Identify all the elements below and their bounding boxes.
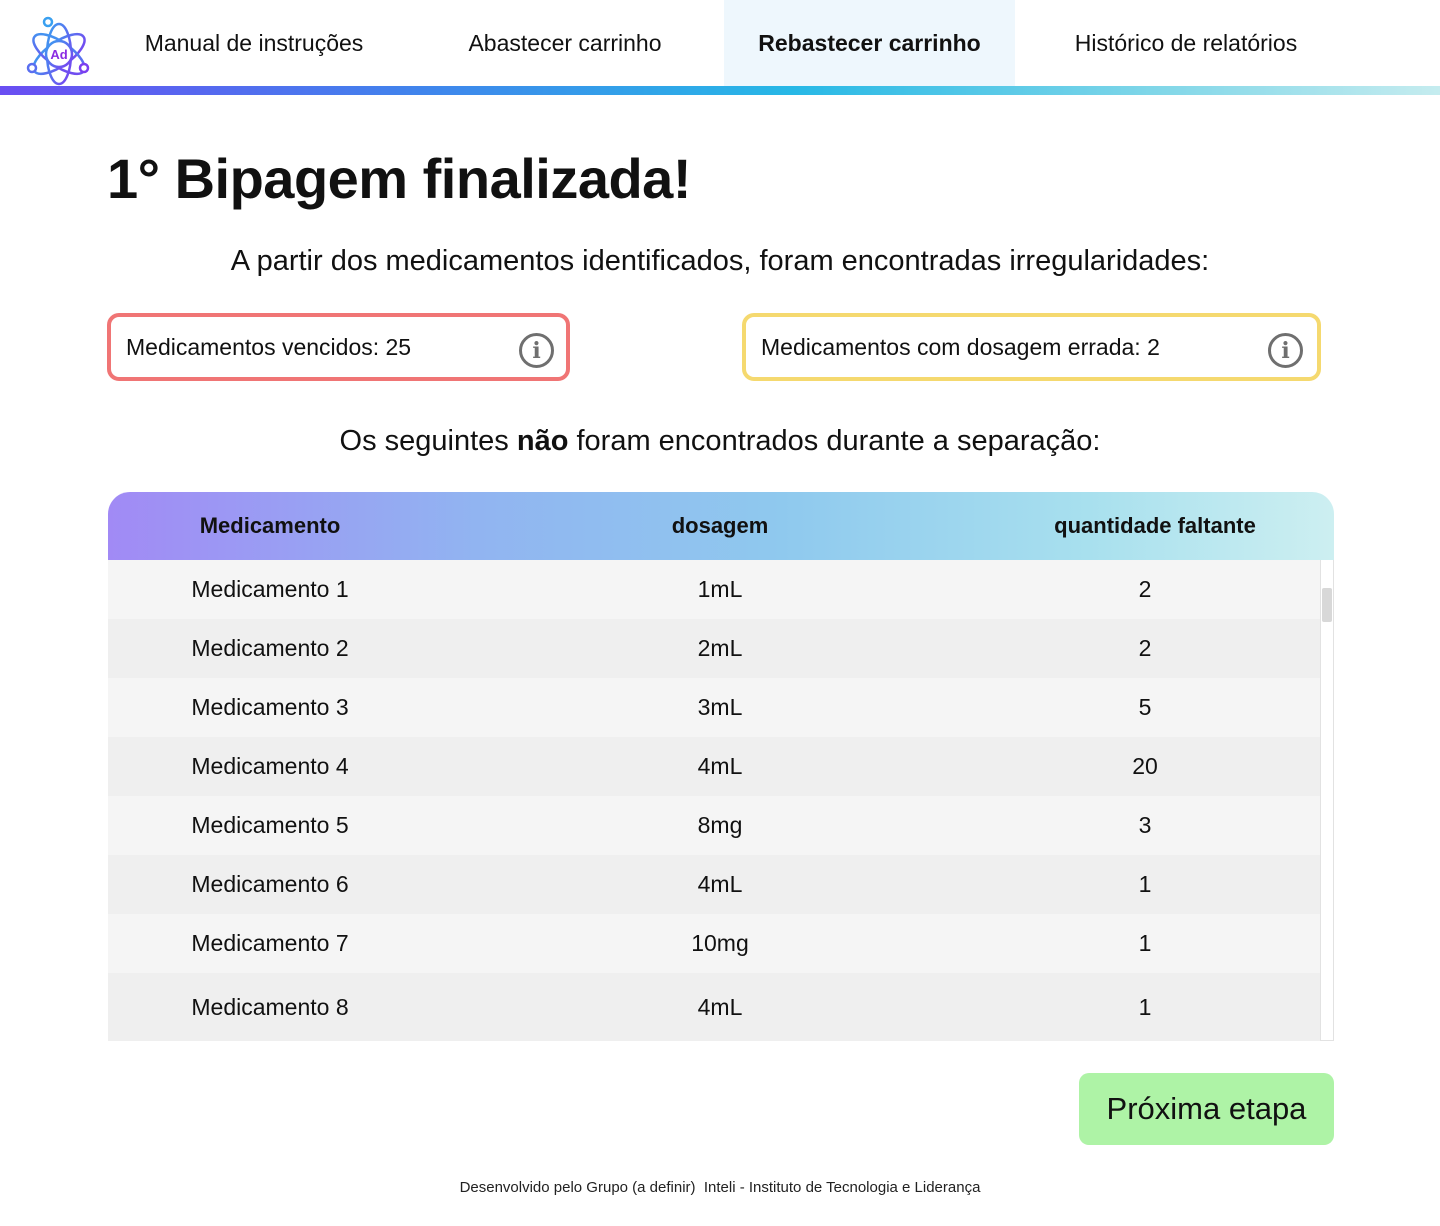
- cell-dosagem: 4mL: [697, 993, 743, 1020]
- info-icon[interactable]: i: [519, 333, 554, 368]
- cell-quantidade: 5: [1138, 694, 1152, 720]
- next-step-button[interactable]: Próxima etapa: [1079, 1073, 1334, 1145]
- missing-heading-bold: não: [516, 425, 569, 457]
- cell-medicamento: Medicamento 2: [191, 635, 349, 661]
- cell-dosagem: 10mg: [691, 930, 749, 956]
- table-row[interactable]: [108, 560, 1320, 619]
- table-row[interactable]: [108, 678, 1320, 737]
- table-row[interactable]: [108, 737, 1320, 796]
- tab-manual-de-instrucoes[interactable]: Manual de instruções: [144, 29, 364, 56]
- column-header-medicamento: Medicamento: [199, 513, 341, 538]
- app-logo-icon[interactable]: [26, 16, 92, 88]
- table-row[interactable]: [108, 855, 1320, 914]
- cell-quantidade: 3: [1138, 812, 1152, 838]
- missing-medications-table: [108, 492, 1334, 1041]
- expired-medications-label: Medicamentos vencidos: 25: [126, 333, 412, 360]
- cell-quantidade: 1: [1138, 993, 1152, 1020]
- missing-medications-heading: [0, 425, 1440, 458]
- column-header-quantidade-faltante: quantidade faltante: [1054, 513, 1256, 538]
- table-row[interactable]: [108, 914, 1320, 973]
- info-icon[interactable]: i: [1268, 333, 1303, 368]
- table-body[interactable]: [108, 560, 1320, 1041]
- table-scrollbar[interactable]: [1320, 560, 1334, 1041]
- cell-quantidade: 2: [1138, 635, 1152, 661]
- cell-quantidade: 20: [1132, 753, 1158, 779]
- tab-historico-de-relatorios[interactable]: Histórico de relatórios: [1074, 29, 1298, 56]
- tab-rebastecer-carrinho[interactable]: Rebastecer carrinho: [724, 0, 1015, 86]
- wrong-dosage-alert: [742, 313, 1321, 381]
- missing-heading-post: foram encontrados durante a separação:: [568, 425, 1101, 457]
- cell-quantidade: 1: [1138, 871, 1152, 897]
- expired-medications-alert: [107, 313, 570, 381]
- cell-dosagem: 8mg: [697, 812, 743, 838]
- cell-dosagem: 2mL: [697, 635, 743, 661]
- cell-medicamento: Medicamento 4: [191, 753, 349, 779]
- wrong-dosage-label: Medicamentos com dosagem errada: 2: [761, 333, 1160, 360]
- table-header: [108, 492, 1334, 560]
- cell-medicamento: Medicamento 8: [191, 993, 349, 1020]
- cell-dosagem: 3mL: [697, 694, 743, 720]
- table-row[interactable]: [108, 973, 1320, 1041]
- page-title: 1° Bipagem finalizada!: [107, 147, 691, 210]
- header-gradient-divider: [0, 86, 1440, 95]
- cell-medicamento: Medicamento 7: [191, 930, 349, 956]
- cell-medicamento: Medicamento 6: [191, 871, 349, 897]
- cell-dosagem: 4mL: [697, 871, 743, 897]
- table-row[interactable]: [108, 796, 1320, 855]
- cell-dosagem: 4mL: [697, 753, 743, 779]
- cell-medicamento: Medicamento 5: [191, 812, 349, 838]
- column-header-dosagem: dosagem: [671, 513, 769, 538]
- logo-text: Ad: [50, 47, 68, 62]
- tab-abastecer-carrinho[interactable]: Abastecer carrinho: [468, 29, 662, 56]
- footer-credits: Desenvolvido pelo Grupo (a definir) Inteli - Instituto de Tecnologia e Liderança: [459, 1179, 981, 1196]
- scrollbar-thumb[interactable]: [1322, 588, 1332, 622]
- top-navigation: [0, 0, 1440, 96]
- cell-quantidade: 2: [1138, 576, 1152, 602]
- missing-heading-pre: Os seguintes: [339, 425, 517, 457]
- irregularities-subtitle: A partir dos medicamentos identificados, foram encontradas irregularidades:: [230, 245, 1210, 277]
- cell-quantidade: 1: [1138, 930, 1152, 956]
- table-row[interactable]: [108, 619, 1320, 678]
- cell-medicamento: Medicamento 3: [191, 694, 349, 720]
- cell-medicamento: Medicamento 1: [191, 576, 349, 602]
- cell-dosagem: 1mL: [697, 576, 743, 602]
